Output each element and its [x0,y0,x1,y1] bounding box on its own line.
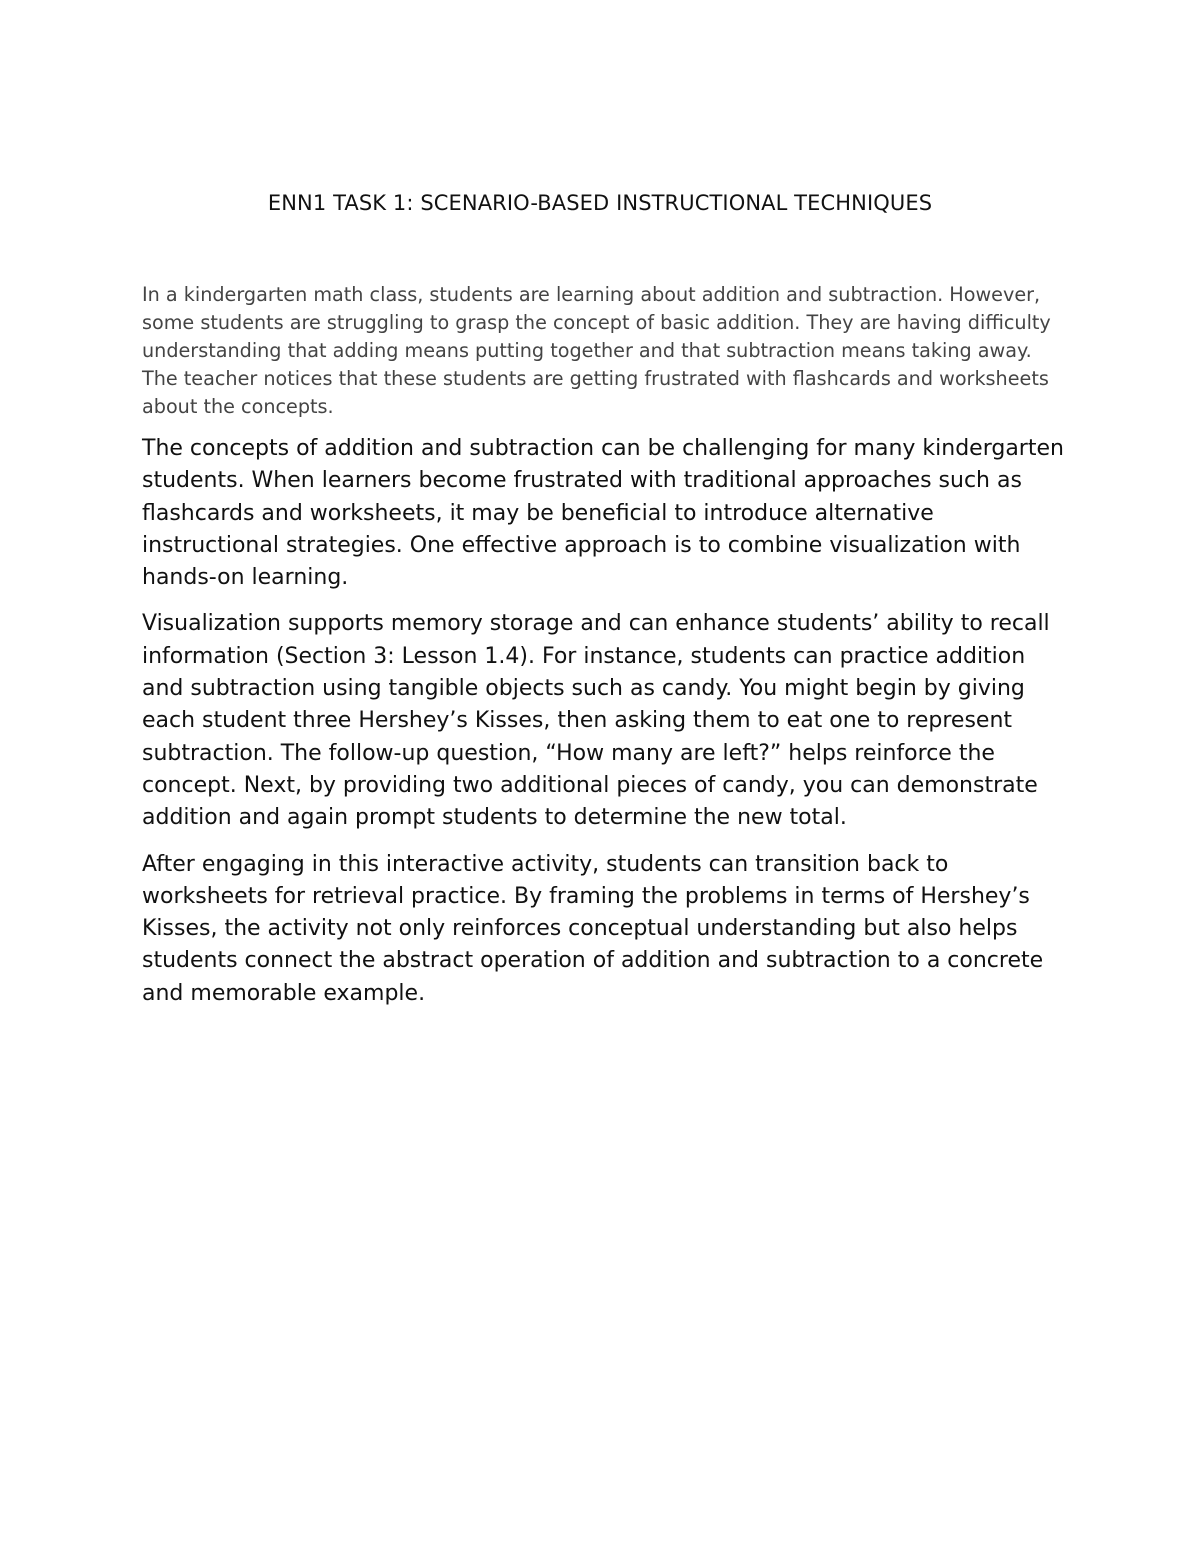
document-title: ENN1 TASK 1: SCENARIO-BASED INSTRUCTIONAL TECHNIQUES [267,191,933,215]
body-paragraph-2: Visualization supports memory storage and can enhance students’ ability to recall information (Section 3: Lesson 1.4). For instance, students can practice addition and subtraction using tangible objects such as candy. You might begin by giving each student three Hershey’s Kisses, then asking them to eat one to represent subtraction. The follow-up question, “How many are left?” helps reinforce the concept. Next, by providing two additional pieces of candy, you can demonstrate addition and again prompt students to determine the new total. [142,611,1050,831]
document-body [142,281,1072,1024]
body-paragraph-1: The concepts of addition and subtraction can be challenging for many kindergarten students. When learners become frustrated with traditional approaches such as flashcards and worksheets, it may be beneficial to introduce alternative instructional strategies. One effective approach is to combine visualization with hands-on learning. [142,436,1064,591]
scenario-paragraph: In a kindergarten math class, students are learning about addition and subtraction. However, some students are struggling to grasp the concept of basic addition. They are having difficulty understanding that adding means putting together and that subtraction means taking away. The teacher notices that these students are getting frustrated with flashcards and worksheets about the concepts. [142,283,1051,418]
body-paragraph-3: After engaging in this interactive activity, students can transition back to worksheets for retrieval practice. By framing the problems in terms of Hershey’s Kisses, the activity not only reinforces conceptual understanding but also helps students connect the abstract operation of addition and subtraction to a concrete and memorable example. [142,851,1044,1006]
